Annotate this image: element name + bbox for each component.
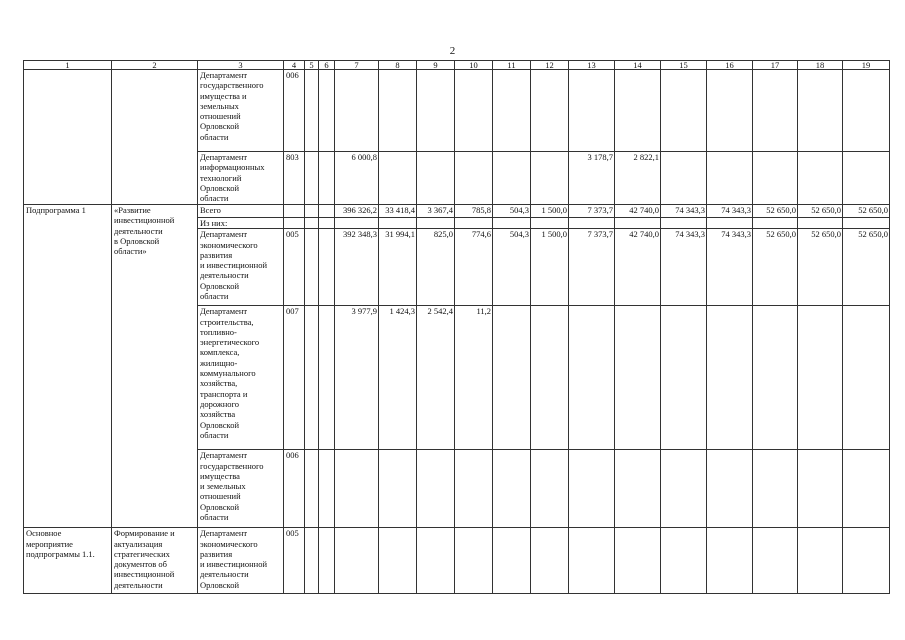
value-cell: 33 418,4 xyxy=(379,205,417,218)
value-cell xyxy=(569,450,615,528)
value-cell xyxy=(335,218,379,229)
value-cell: 3 367,4 xyxy=(417,205,455,218)
value-cell xyxy=(335,528,379,594)
value-cell: 52 650,0 xyxy=(798,229,843,306)
value-cell xyxy=(753,218,798,229)
value-cell xyxy=(335,450,379,528)
column-number: 14 xyxy=(615,61,661,70)
value-cell xyxy=(843,528,890,594)
value-cell xyxy=(569,218,615,229)
value-cell: 392 348,3 xyxy=(335,229,379,306)
code-cell xyxy=(284,218,305,229)
value-cell xyxy=(335,70,379,152)
value-cell: 7 373,7 xyxy=(569,205,615,218)
value-cell: 74 343,3 xyxy=(707,205,753,218)
value-cell xyxy=(615,218,661,229)
value-cell: 42 740,0 xyxy=(615,205,661,218)
value-cell xyxy=(417,70,455,152)
value-cell: 7 373,7 xyxy=(569,229,615,306)
executor-cell: Департамент экономического развития и инвестиционной деятельности Орловской области xyxy=(198,229,284,306)
value-cell: 396 326,2 xyxy=(335,205,379,218)
table-row xyxy=(24,528,890,594)
value-cell: 2 822,1 xyxy=(615,152,661,205)
value-cell xyxy=(319,70,335,152)
column-number: 13 xyxy=(569,61,615,70)
value-cell xyxy=(661,70,707,152)
program-name-cell: «Развитие инвестиционной деятельности в Орловской области» xyxy=(112,205,198,528)
value-cell xyxy=(798,152,843,205)
value-cell: 52 650,0 xyxy=(798,205,843,218)
value-cell xyxy=(455,152,493,205)
value-cell xyxy=(843,152,890,205)
column-number: 3 xyxy=(198,61,284,70)
code-cell: 803 xyxy=(284,152,305,205)
value-cell xyxy=(417,450,455,528)
value-cell: 3 977,9 xyxy=(335,306,379,450)
value-cell: 3 178,7 xyxy=(569,152,615,205)
value-cell: 52 650,0 xyxy=(843,229,890,306)
value-cell xyxy=(661,450,707,528)
value-cell xyxy=(319,152,335,205)
value-cell xyxy=(379,218,417,229)
value-cell xyxy=(531,306,569,450)
value-cell xyxy=(798,450,843,528)
value-cell xyxy=(661,218,707,229)
value-cell xyxy=(455,450,493,528)
value-cell xyxy=(417,528,455,594)
value-cell xyxy=(305,152,319,205)
column-number: 11 xyxy=(493,61,531,70)
value-cell xyxy=(798,528,843,594)
value-cell xyxy=(569,306,615,450)
value-cell xyxy=(531,450,569,528)
value-cell xyxy=(379,528,417,594)
code-cell: 006 xyxy=(284,450,305,528)
value-cell xyxy=(843,218,890,229)
executor-cell: Департамент государственного имущества и земельных отношений Орловской области xyxy=(198,70,284,152)
value-cell xyxy=(753,528,798,594)
value-cell xyxy=(319,229,335,306)
value-cell: 74 343,3 xyxy=(661,205,707,218)
column-number: 1 xyxy=(24,61,112,70)
value-cell xyxy=(379,152,417,205)
value-cell xyxy=(319,218,335,229)
value-cell xyxy=(319,306,335,450)
value-cell xyxy=(615,450,661,528)
value-cell: 6 000,8 xyxy=(335,152,379,205)
column-number: 15 xyxy=(661,61,707,70)
column-number-row xyxy=(24,61,890,70)
value-cell: 52 650,0 xyxy=(843,205,890,218)
value-cell xyxy=(305,306,319,450)
column-number: 4 xyxy=(284,61,305,70)
value-cell xyxy=(569,528,615,594)
value-cell: 74 343,3 xyxy=(661,229,707,306)
value-cell: 74 343,3 xyxy=(707,229,753,306)
value-cell xyxy=(753,306,798,450)
value-cell: 504,3 xyxy=(493,205,531,218)
value-cell: 52 650,0 xyxy=(753,229,798,306)
code-cell: 007 xyxy=(284,306,305,450)
value-cell xyxy=(531,70,569,152)
budget-table xyxy=(23,60,890,594)
table-row xyxy=(24,70,890,152)
value-cell xyxy=(753,152,798,205)
program-name-cell: Формирование и актуализация стратегических документов об инвестиционной деятельности xyxy=(112,528,198,594)
value-cell xyxy=(753,450,798,528)
value-cell: 1 500,0 xyxy=(531,205,569,218)
value-cell xyxy=(707,70,753,152)
value-cell xyxy=(843,70,890,152)
value-cell xyxy=(798,306,843,450)
value-cell xyxy=(707,528,753,594)
value-cell xyxy=(661,528,707,594)
executor-cell: Всего xyxy=(198,205,284,218)
code-cell: 005 xyxy=(284,229,305,306)
column-number: 9 xyxy=(417,61,455,70)
column-number: 16 xyxy=(707,61,753,70)
code-cell: 006 xyxy=(284,70,305,152)
value-cell xyxy=(615,306,661,450)
column-number: 18 xyxy=(798,61,843,70)
column-number: 10 xyxy=(455,61,493,70)
value-cell xyxy=(798,70,843,152)
executor-cell: Департамент государственного имущества и земельных отношений Орловской области xyxy=(198,450,284,528)
executor-cell: Департамент информационных технологий Орловской области xyxy=(198,152,284,205)
column-number: 19 xyxy=(843,61,890,70)
value-cell xyxy=(493,70,531,152)
value-cell xyxy=(531,218,569,229)
value-cell: 42 740,0 xyxy=(615,229,661,306)
value-cell xyxy=(661,152,707,205)
value-cell: 52 650,0 xyxy=(753,205,798,218)
program-status-cell xyxy=(24,70,112,205)
value-cell xyxy=(305,205,319,218)
value-cell xyxy=(417,152,455,205)
column-number: 5 xyxy=(305,61,319,70)
column-number: 8 xyxy=(379,61,417,70)
value-cell xyxy=(493,218,531,229)
value-cell xyxy=(379,450,417,528)
value-cell xyxy=(493,306,531,450)
value-cell xyxy=(615,528,661,594)
value-cell xyxy=(455,218,493,229)
table-row xyxy=(24,205,890,218)
page-number: 2 xyxy=(449,45,456,57)
value-cell xyxy=(493,152,531,205)
column-number: 12 xyxy=(531,61,569,70)
value-cell xyxy=(798,218,843,229)
value-cell xyxy=(319,205,335,218)
column-number: 6 xyxy=(319,61,335,70)
value-cell xyxy=(305,218,319,229)
value-cell xyxy=(707,306,753,450)
value-cell xyxy=(305,450,319,528)
value-cell xyxy=(753,70,798,152)
value-cell xyxy=(615,70,661,152)
value-cell xyxy=(493,450,531,528)
column-number: 2 xyxy=(112,61,198,70)
value-cell: 31 994,1 xyxy=(379,229,417,306)
code-cell: 005 xyxy=(284,528,305,594)
value-cell xyxy=(843,306,890,450)
value-cell: 774,6 xyxy=(455,229,493,306)
value-cell xyxy=(305,70,319,152)
value-cell: 11,2 xyxy=(455,306,493,450)
value-cell xyxy=(305,528,319,594)
value-cell xyxy=(707,218,753,229)
value-cell xyxy=(379,70,417,152)
value-cell xyxy=(305,229,319,306)
value-cell: 2 542,4 xyxy=(417,306,455,450)
column-number: 17 xyxy=(753,61,798,70)
executor-cell: Из них: xyxy=(198,218,284,229)
value-cell xyxy=(455,70,493,152)
value-cell xyxy=(531,152,569,205)
program-name-cell xyxy=(112,70,198,205)
value-cell xyxy=(493,528,531,594)
value-cell xyxy=(843,450,890,528)
value-cell: 1 424,3 xyxy=(379,306,417,450)
value-cell: 504,3 xyxy=(493,229,531,306)
value-cell xyxy=(661,306,707,450)
column-number: 7 xyxy=(335,61,379,70)
value-cell xyxy=(531,528,569,594)
value-cell: 825,0 xyxy=(417,229,455,306)
value-cell: 785,8 xyxy=(455,205,493,218)
value-cell xyxy=(319,450,335,528)
code-cell xyxy=(284,205,305,218)
value-cell xyxy=(319,528,335,594)
value-cell: 1 500,0 xyxy=(531,229,569,306)
value-cell xyxy=(455,528,493,594)
executor-cell: Департамент экономического развития и инвестиционной деятельности Орловской xyxy=(198,528,284,594)
value-cell xyxy=(707,152,753,205)
value-cell xyxy=(707,450,753,528)
executor-cell: Департамент строительства, топливно- энергетического комплекса, жилищно- коммунального хозяйства, транспорта и дорожного хозяйства Орловской области xyxy=(198,306,284,450)
program-status-cell: Подпрограмма 1 xyxy=(24,205,112,528)
value-cell xyxy=(417,218,455,229)
program-status-cell: Основное мероприятие подпрограммы 1.1. xyxy=(24,528,112,594)
value-cell xyxy=(569,70,615,152)
